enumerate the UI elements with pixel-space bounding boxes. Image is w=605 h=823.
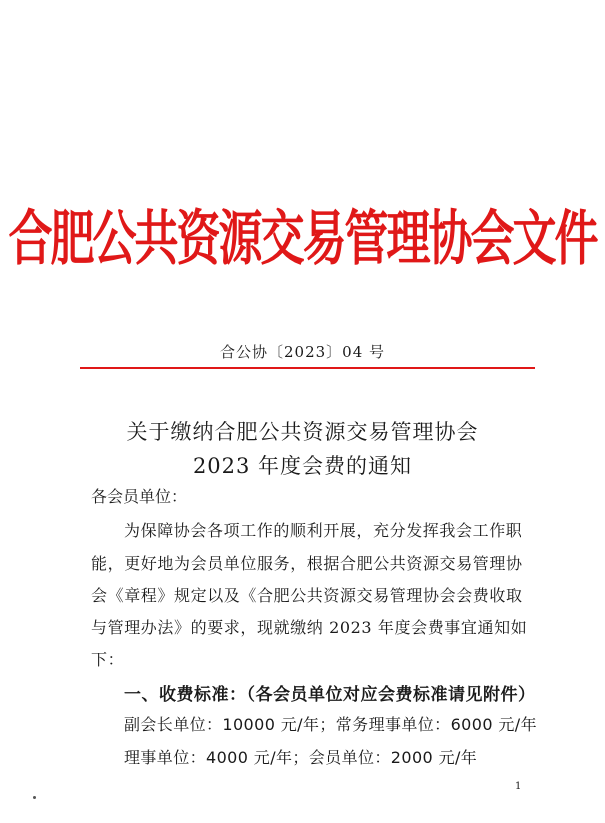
fee-standard-line: 理事单位：4000 元/年；会员单位：2000 元/年 [124,748,478,767]
body-paragraph-line: 会《章程》规定以及《合肥公共资源交易管理协会会费收取 [91,586,523,605]
body-paragraph-line: 下： [91,650,125,669]
fee-standard-line: 副会长单位：10000 元/年；常务理事单位：6000 元/年 [124,715,537,734]
notice-title-line-1: 关于缴纳合肥公共资源交易管理协会 [126,420,479,444]
section-1-heading: 一、收费标准：（各会员单位对应会费标准请见附件） [124,685,536,705]
notice-title-line-2: 2023 年度会费的通知 [192,454,413,478]
salutation: 各会员单位： [91,487,188,506]
document-header-title: 合肥公共资源交易管理协会文件 [8,204,597,274]
body-paragraph-line: 能，更好地为会员单位服务，根据合肥公共资源交易管理协 [91,554,523,573]
body-paragraph-line: 为保障协会各项工作的顺利开展，充分发挥我会工作职 [124,521,523,540]
red-divider-line [80,367,535,369]
document-number: 合公协〔2023〕04 号 [219,343,386,361]
body-paragraph-line: 与管理办法》的要求，现就缴纳 2023 年度会费事宜通知如 [91,618,528,637]
page-number: 1 [515,781,522,792]
scan-speck [33,796,36,799]
